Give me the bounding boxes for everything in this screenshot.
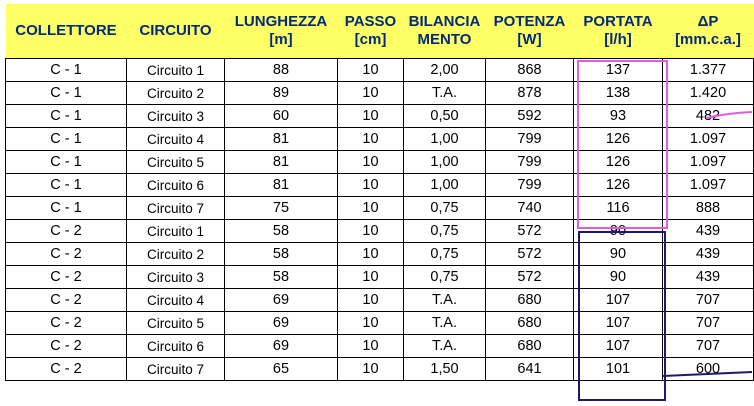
header-delta-p: ΔP [mm.c.a.]	[663, 4, 754, 59]
cell-delta-p: 600	[663, 358, 754, 381]
cell-portata: 126	[574, 174, 663, 197]
cell-circuito: Circuito 7	[127, 197, 225, 220]
cell-potenza: 680	[486, 312, 574, 335]
cell-portata: 116	[574, 197, 663, 220]
cell-circuito: Circuito 5	[127, 151, 225, 174]
cell-circuito: Circuito 1	[127, 220, 225, 243]
cell-bilanciamento: 0,50	[404, 105, 486, 128]
cell-potenza: 572	[486, 243, 574, 266]
cell-passo: 10	[338, 220, 404, 243]
cell-potenza: 572	[486, 220, 574, 243]
cell-lunghezza: 69	[225, 312, 338, 335]
cell-delta-p: 1.097	[663, 128, 754, 151]
cell-circuito: Circuito 6	[127, 335, 225, 358]
cell-lunghezza: 69	[225, 335, 338, 358]
cell-delta-p: 888	[663, 197, 754, 220]
cell-lunghezza: 88	[225, 59, 338, 82]
cell-delta-p: 1.420	[663, 82, 754, 105]
cell-delta-p: 439	[663, 266, 754, 289]
cell-circuito: Circuito 3	[127, 266, 225, 289]
cell-lunghezza: 75	[225, 197, 338, 220]
cell-collettore: C - 2	[6, 312, 127, 335]
cell-circuito: Circuito 4	[127, 128, 225, 151]
cell-potenza: 641	[486, 358, 574, 381]
header-potenza: POTENZA [W]	[486, 4, 574, 59]
cell-passo: 10	[338, 128, 404, 151]
cell-delta-p: 1.097	[663, 151, 754, 174]
cell-passo: 10	[338, 151, 404, 174]
navy-annotation-stroke	[663, 372, 752, 376]
cell-potenza: 740	[486, 197, 574, 220]
cell-delta-p: 1.377	[663, 59, 754, 82]
cell-collettore: C - 1	[6, 151, 127, 174]
cell-circuito: Circuito 1	[127, 59, 225, 82]
header-circuito: CIRCUITO	[127, 4, 225, 59]
cell-delta-p: 1.097	[663, 174, 754, 197]
cell-circuito: Circuito 2	[127, 243, 225, 266]
cell-passo: 10	[338, 197, 404, 220]
cell-passo: 10	[338, 312, 404, 335]
cell-collettore: C - 2	[6, 243, 127, 266]
cell-bilanciamento: T.A.	[404, 312, 486, 335]
header-portata: PORTATA [l/h]	[574, 4, 663, 59]
cell-passo: 10	[338, 59, 404, 82]
cell-passo: 10	[338, 243, 404, 266]
cell-collettore: C - 1	[6, 197, 127, 220]
cell-potenza: 680	[486, 289, 574, 312]
cell-bilanciamento: T.A.	[404, 335, 486, 358]
cell-lunghezza: 69	[225, 289, 338, 312]
cell-portata: 90	[574, 220, 663, 243]
cell-collettore: C - 2	[6, 335, 127, 358]
cell-passo: 10	[338, 266, 404, 289]
cell-collettore: C - 1	[6, 128, 127, 151]
cell-circuito: Circuito 5	[127, 312, 225, 335]
cell-collettore: C - 2	[6, 266, 127, 289]
cell-collettore: C - 1	[6, 82, 127, 105]
cell-delta-p: 482	[663, 105, 754, 128]
cell-portata: 137	[574, 59, 663, 82]
cell-lunghezza: 81	[225, 128, 338, 151]
cell-passo: 10	[338, 358, 404, 381]
header-passo: PASSO [cm]	[338, 4, 404, 59]
cell-collettore: C - 2	[6, 289, 127, 312]
cell-lunghezza: 58	[225, 266, 338, 289]
header-bilanciamento: BILANCIA MENTO	[404, 4, 486, 59]
cell-potenza: 592	[486, 105, 574, 128]
cell-portata: 90	[574, 266, 663, 289]
cell-circuito: Circuito 3	[127, 105, 225, 128]
cell-circuito: Circuito 4	[127, 289, 225, 312]
cell-potenza: 799	[486, 151, 574, 174]
cell-bilanciamento: 2,00	[404, 59, 486, 82]
cell-portata: 101	[574, 358, 663, 381]
cell-lunghezza: 81	[225, 151, 338, 174]
cell-circuito: Circuito 7	[127, 358, 225, 381]
cell-delta-p: 439	[663, 220, 754, 243]
cell-bilanciamento: 1,00	[404, 174, 486, 197]
cell-portata: 107	[574, 289, 663, 312]
cell-portata: 90	[574, 243, 663, 266]
cell-lunghezza: 65	[225, 358, 338, 381]
cell-lunghezza: 81	[225, 174, 338, 197]
cell-collettore: C - 1	[6, 105, 127, 128]
cell-portata: 126	[574, 128, 663, 151]
cell-delta-p: 707	[663, 312, 754, 335]
cell-bilanciamento: 1,00	[404, 128, 486, 151]
cell-collettore: C - 2	[6, 220, 127, 243]
cell-bilanciamento: T.A.	[404, 289, 486, 312]
cell-lunghezza: 89	[225, 82, 338, 105]
cell-potenza: 572	[486, 266, 574, 289]
cell-bilanciamento: 0,75	[404, 220, 486, 243]
cell-passo: 10	[338, 82, 404, 105]
cell-portata: 107	[574, 335, 663, 358]
cell-collettore: C - 1	[6, 174, 127, 197]
cell-delta-p: 707	[663, 289, 754, 312]
cell-circuito: Circuito 6	[127, 174, 225, 197]
cell-delta-p: 439	[663, 243, 754, 266]
cell-collettore: C - 1	[6, 59, 127, 82]
cell-collettore: C - 2	[6, 358, 127, 381]
cell-portata: 93	[574, 105, 663, 128]
header-lunghezza: LUNGHEZZA [m]	[225, 4, 338, 59]
cell-portata: 126	[574, 151, 663, 174]
cell-potenza: 799	[486, 174, 574, 197]
cell-lunghezza: 58	[225, 243, 338, 266]
cell-bilanciamento: 1,50	[404, 358, 486, 381]
cell-circuito: Circuito 2	[127, 82, 225, 105]
cell-bilanciamento: 0,75	[404, 197, 486, 220]
cell-potenza: 868	[486, 59, 574, 82]
cell-portata: 138	[574, 82, 663, 105]
cell-bilanciamento: 1,00	[404, 151, 486, 174]
cell-potenza: 799	[486, 128, 574, 151]
cell-bilanciamento: T.A.	[404, 82, 486, 105]
cell-potenza: 680	[486, 335, 574, 358]
cell-potenza: 878	[486, 82, 574, 105]
cell-passo: 10	[338, 289, 404, 312]
cell-passo: 10	[338, 174, 404, 197]
cell-delta-p: 707	[663, 335, 754, 358]
cell-bilanciamento: 0,75	[404, 266, 486, 289]
cell-portata: 107	[574, 312, 663, 335]
pink-annotation-stroke	[706, 112, 752, 118]
header-collettore: COLLETTORE	[6, 4, 127, 59]
cell-passo: 10	[338, 335, 404, 358]
cell-lunghezza: 60	[225, 105, 338, 128]
cell-passo: 10	[338, 105, 404, 128]
cell-bilanciamento: 0,75	[404, 243, 486, 266]
cell-lunghezza: 58	[225, 220, 338, 243]
